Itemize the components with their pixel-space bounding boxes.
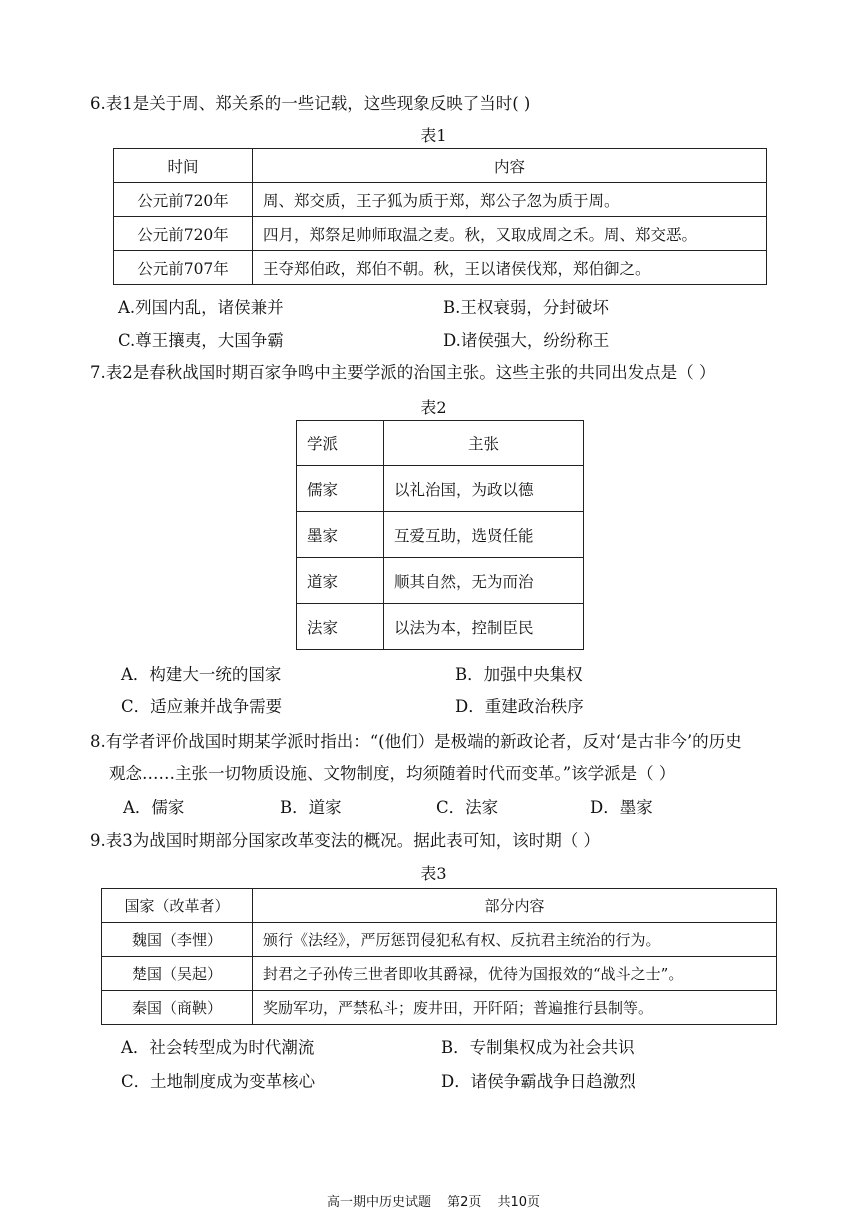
q8-stem-line1: 8.有学者评价战国时期某学派时指出：“(他们）是极端的新政论者，反对‘是古非今’的历史: [90, 732, 742, 751]
table-cell-content: 周、郑交质，王子狐为质于郑，郑公子忽为质于周。: [253, 183, 767, 217]
table-3: [101, 888, 777, 1025]
q9-stem: 9.表3为战国时期部分国家改革变法的概况。据此表可知，该时期（ ）: [90, 831, 600, 850]
table-cell-view: 互爱互助，选贤任能: [384, 512, 584, 558]
table-header-cell: 时间: [114, 149, 253, 183]
q7-option-b: B．加强中央集权: [455, 665, 583, 684]
table-header-cell: 学派: [297, 421, 384, 466]
q6-stem: 6.表1是关于周、郑关系的一些记载，这些现象反映了当时( ): [90, 94, 531, 113]
q7-option-c: C．适应兼并战争需要: [121, 697, 283, 716]
q7-option-a: A．构建大一统的国家: [121, 665, 282, 684]
table-cell-state: 楚国（吴起）: [102, 957, 253, 991]
table-cell-state: 秦国（商鞅）: [102, 991, 253, 1025]
q6-option-b: B.王权衰弱，分封破坏: [443, 298, 609, 317]
table-row: [114, 183, 767, 217]
table2-caption: 表2: [420, 398, 447, 417]
table3-caption: 表3: [420, 864, 447, 883]
q8-option-b: B．道家: [280, 798, 342, 817]
table-header-cell: 内容: [253, 149, 767, 183]
table-header-row: [114, 149, 767, 183]
table-cell-view: 顺其自然，无为而治: [384, 558, 584, 604]
q6-option-c: C.尊王攘夷，大国争霸: [118, 331, 284, 350]
table-cell-school: 法家: [297, 604, 384, 650]
table-cell-view: 以礼治国，为政以德: [384, 466, 584, 512]
q8-option-c: C．法家: [436, 798, 499, 817]
table-cell-reform: 封君之子孙传三世者即收其爵禄，优待为国报效的“战斗之士”。: [253, 957, 777, 991]
q6-option-a: A.列国内乱，诸侯兼并: [118, 298, 284, 317]
table-cell-time: 公元前720年: [114, 217, 253, 251]
table-header-row: [102, 889, 777, 923]
q6-option-d: D.诸侯强大，纷纷称王: [443, 331, 610, 350]
q8-stem-line2: 观念……主张一切物质设施、文物制度，均须随着时代而变革。”该学派是（ ）: [109, 764, 676, 783]
table-cell-school: 墨家: [297, 512, 384, 558]
q9-option-d: D．诸侯争霸战争日趋激烈: [441, 1072, 636, 1091]
table-row: [297, 558, 584, 604]
table-cell-school: 道家: [297, 558, 384, 604]
page-footer: 高一期中历史试题 第2页 共10页: [326, 1195, 541, 1210]
q9-option-c: C．土地制度成为变革核心: [121, 1072, 316, 1091]
table-1: [113, 148, 767, 285]
table-row: [114, 217, 767, 251]
table-row: [102, 991, 777, 1025]
table-row: [102, 957, 777, 991]
table-row: [297, 604, 584, 650]
table-row: [102, 923, 777, 957]
table-cell-time: 公元前707年: [114, 251, 253, 285]
table-header-row: [297, 421, 584, 466]
q7-stem: 7.表2是春秋战国时期百家争鸣中主要学派的治国主张。这些主张的共同出发点是（ ）: [90, 363, 716, 382]
q8-option-d: D．墨家: [590, 798, 653, 817]
table1-caption: 表1: [420, 126, 447, 145]
table-header-cell: 国家（改革者）: [102, 889, 253, 923]
table-row: [297, 512, 584, 558]
q9-option-a: A．社会转型成为时代潮流: [121, 1038, 315, 1057]
table-cell-reform: 奖励军功，严禁私斗；废井田，开阡陌；普遍推行县制等。: [253, 991, 777, 1025]
q9-option-b: B．专制集权成为社会共识: [441, 1038, 635, 1057]
table-cell-school: 儒家: [297, 466, 384, 512]
table-header-cell: 主张: [384, 421, 584, 466]
table-cell-content: 四月，郑祭足帅师取温之麦。秋，又取成周之禾。周、郑交恶。: [253, 217, 767, 251]
table-cell-view: 以法为本，控制臣民: [384, 604, 584, 650]
table-row: [114, 251, 767, 285]
q7-option-d: D．重建政治秩序: [455, 697, 584, 716]
table-2: [296, 420, 584, 650]
q8-option-a: A．儒家: [123, 798, 185, 817]
table-cell-state: 魏国（李悝）: [102, 923, 253, 957]
table-cell-time: 公元前720年: [114, 183, 253, 217]
table-cell-reform: 颁行《法经》，严厉惩罚侵犯私有权、反抗君主统治的行为。: [253, 923, 777, 957]
table-header-cell: 部分内容: [253, 889, 777, 923]
table-row: [297, 466, 584, 512]
table-cell-content: 王夺郑伯政，郑伯不朝。秋，王以诸侯伐郑，郑伯御之。: [253, 251, 767, 285]
